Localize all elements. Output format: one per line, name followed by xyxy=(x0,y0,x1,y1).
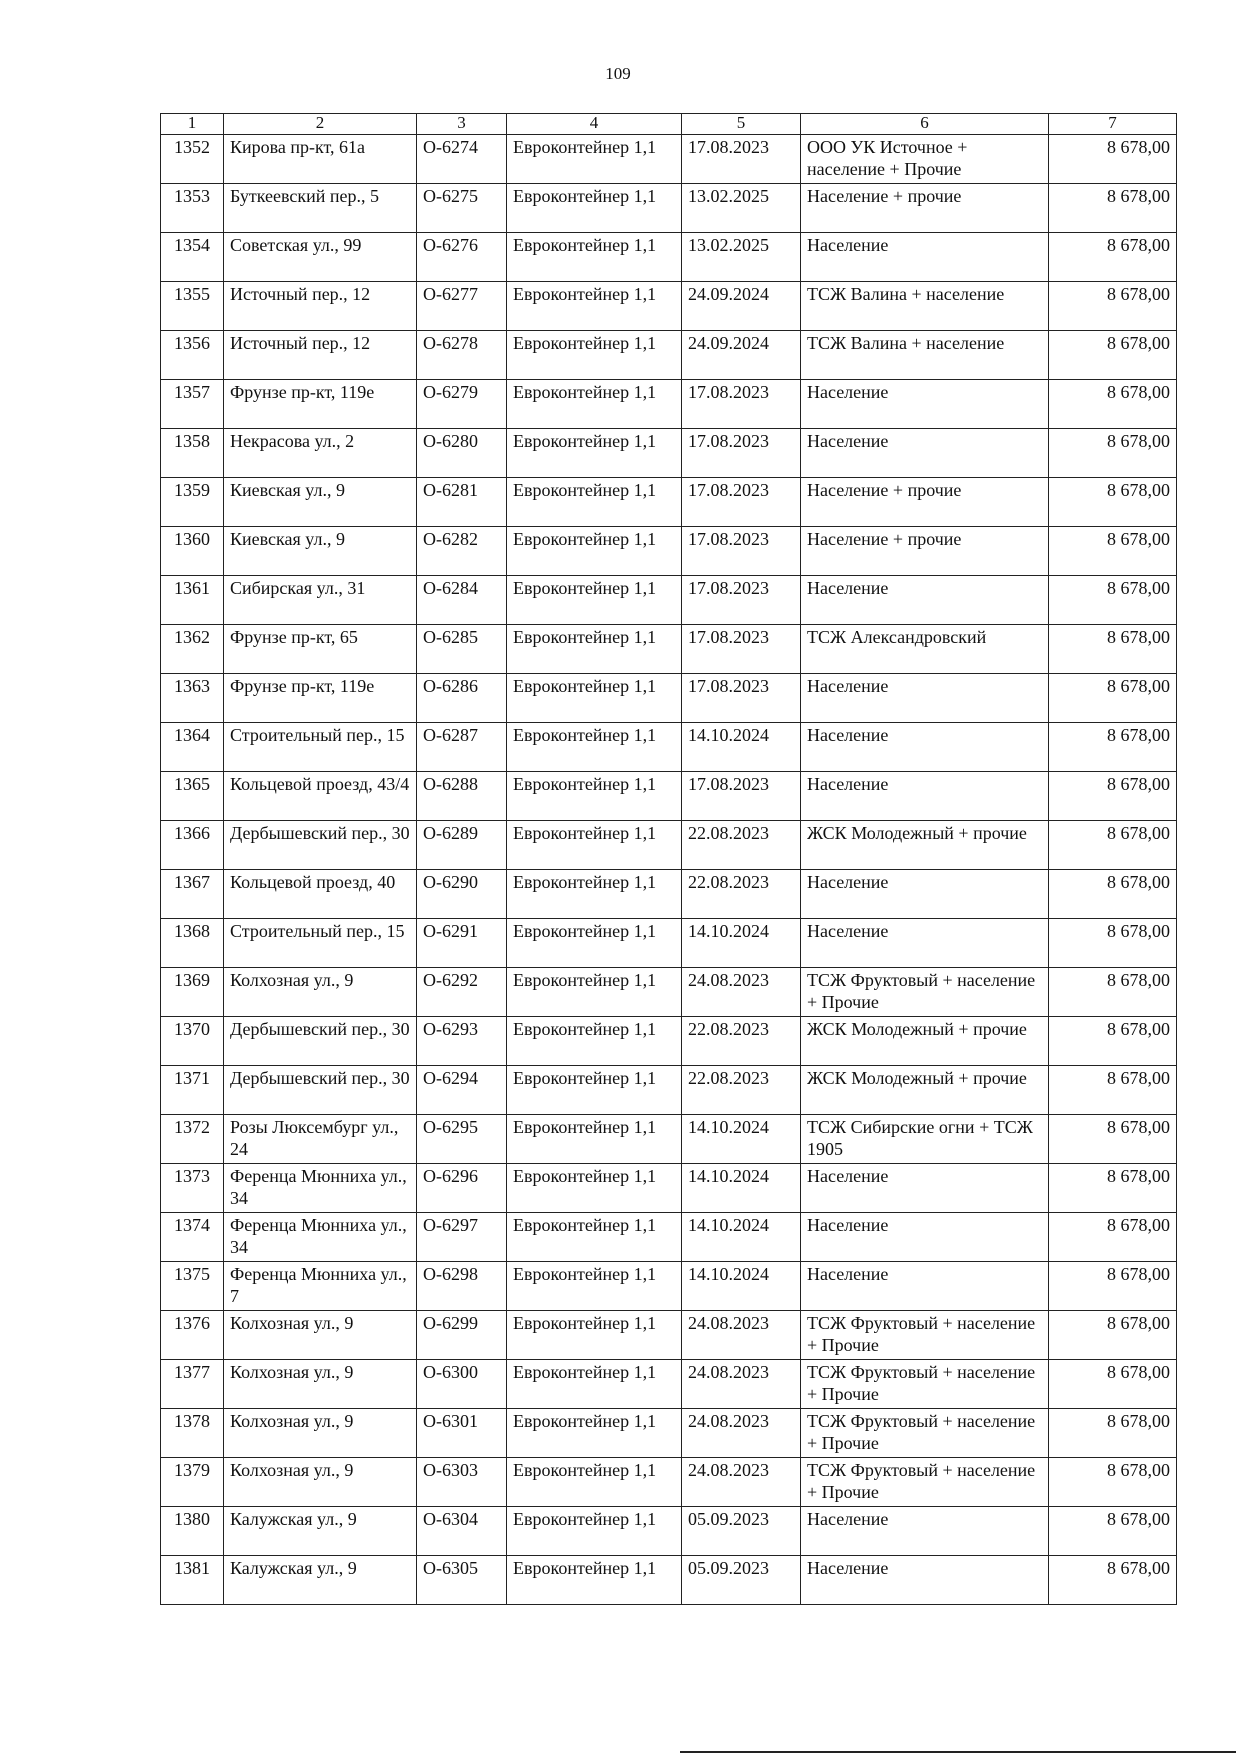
address-cell: Некрасова ул., 2 xyxy=(224,429,417,478)
amount-cell: 8 678,00 xyxy=(1049,674,1177,723)
address-cell: Колхозная ул., 9 xyxy=(224,1409,417,1458)
table-row xyxy=(161,1556,1177,1605)
owner-cell: Население xyxy=(801,870,1049,919)
table-row xyxy=(161,1066,1177,1115)
address-cell: Сибирская ул., 31 xyxy=(224,576,417,625)
container-type-cell: Евроконтейнер 1,1 xyxy=(507,1458,682,1507)
row-number-cell: 1370 xyxy=(161,1017,224,1066)
table-row xyxy=(161,772,1177,821)
container-type-cell: Евроконтейнер 1,1 xyxy=(507,429,682,478)
site-code-cell: О-6284 xyxy=(417,576,507,625)
amount-cell: 8 678,00 xyxy=(1049,1360,1177,1409)
owner-cell: Население xyxy=(801,723,1049,772)
amount-cell: 8 678,00 xyxy=(1049,1409,1177,1458)
address-cell: Колхозная ул., 9 xyxy=(224,968,417,1017)
container-type-cell: Евроконтейнер 1,1 xyxy=(507,772,682,821)
row-number-cell: 1356 xyxy=(161,331,224,380)
amount-cell: 8 678,00 xyxy=(1049,1262,1177,1311)
container-type-cell: Евроконтейнер 1,1 xyxy=(507,1262,682,1311)
site-code-cell: О-6301 xyxy=(417,1409,507,1458)
address-cell: Буткеевский пер., 5 xyxy=(224,184,417,233)
amount-cell: 8 678,00 xyxy=(1049,1458,1177,1507)
row-number-cell: 1368 xyxy=(161,919,224,968)
owner-cell: Население + прочие xyxy=(801,527,1049,576)
column-header: 3 xyxy=(417,114,507,135)
owner-cell: ТСЖ Александровский xyxy=(801,625,1049,674)
owner-cell: Население xyxy=(801,380,1049,429)
container-type-cell: Евроконтейнер 1,1 xyxy=(507,1017,682,1066)
address-cell: Калужская ул., 9 xyxy=(224,1556,417,1605)
date-cell: 05.09.2023 xyxy=(682,1556,801,1605)
container-type-cell: Евроконтейнер 1,1 xyxy=(507,233,682,282)
date-cell: 17.08.2023 xyxy=(682,135,801,184)
table-row xyxy=(161,1115,1177,1164)
page-number: 109 xyxy=(605,64,631,83)
address-cell: Калужская ул., 9 xyxy=(224,1507,417,1556)
container-type-cell: Евроконтейнер 1,1 xyxy=(507,1556,682,1605)
owner-cell: Население xyxy=(801,1262,1049,1311)
table-row xyxy=(161,184,1177,233)
container-type-cell: Евроконтейнер 1,1 xyxy=(507,1115,682,1164)
address-cell: Кольцевой проезд, 43/4 xyxy=(224,772,417,821)
amount-cell: 8 678,00 xyxy=(1049,478,1177,527)
container-type-cell: Евроконтейнер 1,1 xyxy=(507,1409,682,1458)
container-type-cell: Евроконтейнер 1,1 xyxy=(507,919,682,968)
address-cell: Дербышевский пер., 30 xyxy=(224,821,417,870)
owner-cell: ТСЖ Фруктовый + население + Прочие xyxy=(801,1458,1049,1507)
address-cell: Фрунзе пр-кт, 119е xyxy=(224,674,417,723)
table-row xyxy=(161,233,1177,282)
address-cell: Фрунзе пр-кт, 65 xyxy=(224,625,417,674)
address-cell: Ференца Мюнниха ул., 34 xyxy=(224,1213,417,1262)
container-type-cell: Евроконтейнер 1,1 xyxy=(507,1360,682,1409)
row-number-cell: 1366 xyxy=(161,821,224,870)
date-cell: 24.08.2023 xyxy=(682,1458,801,1507)
table-body xyxy=(161,135,1177,1605)
amount-cell: 8 678,00 xyxy=(1049,380,1177,429)
address-cell: Ференца Мюнниха ул., 34 xyxy=(224,1164,417,1213)
row-number-cell: 1380 xyxy=(161,1507,224,1556)
row-number-cell: 1378 xyxy=(161,1409,224,1458)
owner-cell: Население + прочие xyxy=(801,184,1049,233)
table-row xyxy=(161,429,1177,478)
owner-cell: ТСЖ Валина + население xyxy=(801,282,1049,331)
row-number-cell: 1369 xyxy=(161,968,224,1017)
site-code-cell: О-6293 xyxy=(417,1017,507,1066)
date-cell: 24.08.2023 xyxy=(682,1360,801,1409)
container-type-cell: Евроконтейнер 1,1 xyxy=(507,870,682,919)
table-row xyxy=(161,1458,1177,1507)
site-code-cell: О-6281 xyxy=(417,478,507,527)
owner-cell: Население xyxy=(801,1507,1049,1556)
amount-cell: 8 678,00 xyxy=(1049,429,1177,478)
table-row xyxy=(161,674,1177,723)
container-type-cell: Евроконтейнер 1,1 xyxy=(507,184,682,233)
date-cell: 13.02.2025 xyxy=(682,184,801,233)
row-number-cell: 1355 xyxy=(161,282,224,331)
row-number-cell: 1373 xyxy=(161,1164,224,1213)
site-code-cell: О-6274 xyxy=(417,135,507,184)
site-code-cell: О-6288 xyxy=(417,772,507,821)
address-cell: Строительный пер., 15 xyxy=(224,919,417,968)
container-type-cell: Евроконтейнер 1,1 xyxy=(507,674,682,723)
date-cell: 17.08.2023 xyxy=(682,625,801,674)
site-code-cell: О-6276 xyxy=(417,233,507,282)
address-cell: Дербышевский пер., 30 xyxy=(224,1066,417,1115)
address-cell: Колхозная ул., 9 xyxy=(224,1311,417,1360)
site-code-cell: О-6294 xyxy=(417,1066,507,1115)
date-cell: 24.09.2024 xyxy=(682,331,801,380)
site-code-cell: О-6278 xyxy=(417,331,507,380)
row-number-cell: 1372 xyxy=(161,1115,224,1164)
address-cell: Колхозная ул., 9 xyxy=(224,1458,417,1507)
address-cell: Розы Люксембург ул., 24 xyxy=(224,1115,417,1164)
amount-cell: 8 678,00 xyxy=(1049,1115,1177,1164)
row-number-cell: 1364 xyxy=(161,723,224,772)
column-header: 1 xyxy=(161,114,224,135)
container-type-cell: Евроконтейнер 1,1 xyxy=(507,1164,682,1213)
table-row xyxy=(161,919,1177,968)
amount-cell: 8 678,00 xyxy=(1049,282,1177,331)
amount-cell: 8 678,00 xyxy=(1049,1017,1177,1066)
row-number-cell: 1354 xyxy=(161,233,224,282)
owner-cell: Население xyxy=(801,429,1049,478)
address-cell: Источный пер., 12 xyxy=(224,282,417,331)
row-number-cell: 1374 xyxy=(161,1213,224,1262)
container-type-cell: Евроконтейнер 1,1 xyxy=(507,625,682,674)
row-number-cell: 1376 xyxy=(161,1311,224,1360)
table-row xyxy=(161,821,1177,870)
date-cell: 22.08.2023 xyxy=(682,870,801,919)
date-cell: 14.10.2024 xyxy=(682,1115,801,1164)
container-type-cell: Евроконтейнер 1,1 xyxy=(507,331,682,380)
address-cell: Киевская ул., 9 xyxy=(224,478,417,527)
row-number-cell: 1357 xyxy=(161,380,224,429)
owner-cell: ЖСК Молодежный + прочие xyxy=(801,821,1049,870)
table-row xyxy=(161,625,1177,674)
table-row xyxy=(161,1507,1177,1556)
amount-cell: 8 678,00 xyxy=(1049,1311,1177,1360)
container-type-cell: Евроконтейнер 1,1 xyxy=(507,527,682,576)
site-code-cell: О-6280 xyxy=(417,429,507,478)
column-header: 5 xyxy=(682,114,801,135)
container-type-cell: Евроконтейнер 1,1 xyxy=(507,282,682,331)
site-code-cell: О-6279 xyxy=(417,380,507,429)
date-cell: 14.10.2024 xyxy=(682,1213,801,1262)
container-type-cell: Евроконтейнер 1,1 xyxy=(507,821,682,870)
table-row xyxy=(161,527,1177,576)
date-cell: 24.08.2023 xyxy=(682,1311,801,1360)
table-row xyxy=(161,723,1177,772)
address-cell: Дербышевский пер., 30 xyxy=(224,1017,417,1066)
row-number-cell: 1363 xyxy=(161,674,224,723)
row-number-cell: 1375 xyxy=(161,1262,224,1311)
amount-cell: 8 678,00 xyxy=(1049,527,1177,576)
site-code-cell: О-6286 xyxy=(417,674,507,723)
amount-cell: 8 678,00 xyxy=(1049,135,1177,184)
date-cell: 17.08.2023 xyxy=(682,772,801,821)
site-code-cell: О-6297 xyxy=(417,1213,507,1262)
row-number-cell: 1381 xyxy=(161,1556,224,1605)
amount-cell: 8 678,00 xyxy=(1049,968,1177,1017)
table-row xyxy=(161,968,1177,1017)
row-number-cell: 1365 xyxy=(161,772,224,821)
table-row xyxy=(161,1213,1177,1262)
row-number-cell: 1359 xyxy=(161,478,224,527)
amount-cell: 8 678,00 xyxy=(1049,184,1177,233)
site-code-cell: О-6287 xyxy=(417,723,507,772)
owner-cell: Население xyxy=(801,1164,1049,1213)
site-code-cell: О-6303 xyxy=(417,1458,507,1507)
owner-cell: ТСЖ Фруктовый + население + Прочие xyxy=(801,1360,1049,1409)
date-cell: 13.02.2025 xyxy=(682,233,801,282)
address-cell: Советская ул., 99 xyxy=(224,233,417,282)
date-cell: 24.08.2023 xyxy=(682,1409,801,1458)
address-cell: Кирова пр-кт, 61а xyxy=(224,135,417,184)
row-number-cell: 1360 xyxy=(161,527,224,576)
date-cell: 05.09.2023 xyxy=(682,1507,801,1556)
address-cell: Ференца Мюнниха ул., 7 xyxy=(224,1262,417,1311)
table-row xyxy=(161,1164,1177,1213)
owner-cell: Население xyxy=(801,1556,1049,1605)
column-header: 7 xyxy=(1049,114,1177,135)
address-cell: Колхозная ул., 9 xyxy=(224,1360,417,1409)
date-cell: 14.10.2024 xyxy=(682,723,801,772)
owner-cell: ТСЖ Фруктовый + население + Прочие xyxy=(801,968,1049,1017)
table-row xyxy=(161,1262,1177,1311)
owner-cell: Население xyxy=(801,233,1049,282)
owner-cell: Население xyxy=(801,576,1049,625)
amount-cell: 8 678,00 xyxy=(1049,1164,1177,1213)
site-code-cell: О-6300 xyxy=(417,1360,507,1409)
site-code-cell: О-6285 xyxy=(417,625,507,674)
container-type-cell: Евроконтейнер 1,1 xyxy=(507,1311,682,1360)
address-cell: Источный пер., 12 xyxy=(224,331,417,380)
amount-cell: 8 678,00 xyxy=(1049,1213,1177,1262)
date-cell: 24.08.2023 xyxy=(682,968,801,1017)
amount-cell: 8 678,00 xyxy=(1049,1066,1177,1115)
owner-cell: ООО УК Источное + население + Прочие xyxy=(801,135,1049,184)
amount-cell: 8 678,00 xyxy=(1049,625,1177,674)
amount-cell: 8 678,00 xyxy=(1049,331,1177,380)
owner-cell: Население xyxy=(801,919,1049,968)
owner-cell: ТСЖ Фруктовый + население + Прочие xyxy=(801,1409,1049,1458)
site-code-cell: О-6277 xyxy=(417,282,507,331)
table-row xyxy=(161,135,1177,184)
container-type-cell: Евроконтейнер 1,1 xyxy=(507,380,682,429)
date-cell: 17.08.2023 xyxy=(682,380,801,429)
amount-cell: 8 678,00 xyxy=(1049,919,1177,968)
amount-cell: 8 678,00 xyxy=(1049,723,1177,772)
owner-cell: ЖСК Молодежный + прочие xyxy=(801,1066,1049,1115)
date-cell: 17.08.2023 xyxy=(682,429,801,478)
amount-cell: 8 678,00 xyxy=(1049,772,1177,821)
column-header: 4 xyxy=(507,114,682,135)
site-code-cell: О-6304 xyxy=(417,1507,507,1556)
site-code-cell: О-6292 xyxy=(417,968,507,1017)
container-type-cell: Евроконтейнер 1,1 xyxy=(507,968,682,1017)
owner-cell: ТСЖ Валина + население xyxy=(801,331,1049,380)
row-number-cell: 1377 xyxy=(161,1360,224,1409)
table-row xyxy=(161,1409,1177,1458)
date-cell: 22.08.2023 xyxy=(682,821,801,870)
header-row xyxy=(161,114,1177,135)
date-cell: 17.08.2023 xyxy=(682,674,801,723)
amount-cell: 8 678,00 xyxy=(1049,1507,1177,1556)
site-code-cell: О-6305 xyxy=(417,1556,507,1605)
date-cell: 17.08.2023 xyxy=(682,478,801,527)
amount-cell: 8 678,00 xyxy=(1049,233,1177,282)
site-code-cell: О-6299 xyxy=(417,1311,507,1360)
container-type-cell: Евроконтейнер 1,1 xyxy=(507,1066,682,1115)
date-cell: 22.08.2023 xyxy=(682,1066,801,1115)
table-row xyxy=(161,282,1177,331)
address-cell: Киевская ул., 9 xyxy=(224,527,417,576)
column-header: 6 xyxy=(801,114,1049,135)
container-type-cell: Евроконтейнер 1,1 xyxy=(507,723,682,772)
row-number-cell: 1358 xyxy=(161,429,224,478)
amount-cell: 8 678,00 xyxy=(1049,870,1177,919)
table-row xyxy=(161,478,1177,527)
address-cell: Кольцевой проезд, 40 xyxy=(224,870,417,919)
owner-cell: Население xyxy=(801,1213,1049,1262)
site-code-cell: О-6282 xyxy=(417,527,507,576)
row-number-cell: 1371 xyxy=(161,1066,224,1115)
address-cell: Фрунзе пр-кт, 119е xyxy=(224,380,417,429)
owner-cell: Население xyxy=(801,772,1049,821)
amount-cell: 8 678,00 xyxy=(1049,576,1177,625)
owner-cell: ЖСК Молодежный + прочие xyxy=(801,1017,1049,1066)
owner-cell: ТСЖ Сибирские огни + ТСЖ 1905 xyxy=(801,1115,1049,1164)
container-type-cell: Евроконтейнер 1,1 xyxy=(507,576,682,625)
owner-cell: Население xyxy=(801,674,1049,723)
site-code-cell: О-6296 xyxy=(417,1164,507,1213)
address-cell: Строительный пер., 15 xyxy=(224,723,417,772)
site-code-cell: О-6275 xyxy=(417,184,507,233)
row-number-cell: 1361 xyxy=(161,576,224,625)
date-cell: 24.09.2024 xyxy=(682,282,801,331)
amount-cell: 8 678,00 xyxy=(1049,1556,1177,1605)
table-row xyxy=(161,1360,1177,1409)
site-code-cell: О-6291 xyxy=(417,919,507,968)
date-cell: 22.08.2023 xyxy=(682,1017,801,1066)
date-cell: 14.10.2024 xyxy=(682,1262,801,1311)
container-type-cell: Евроконтейнер 1,1 xyxy=(507,1213,682,1262)
site-code-cell: О-6289 xyxy=(417,821,507,870)
date-cell: 14.10.2024 xyxy=(682,919,801,968)
owner-cell: Население + прочие xyxy=(801,478,1049,527)
amount-cell: 8 678,00 xyxy=(1049,821,1177,870)
table-row xyxy=(161,576,1177,625)
date-cell: 14.10.2024 xyxy=(682,1164,801,1213)
column-header: 2 xyxy=(224,114,417,135)
row-number-cell: 1379 xyxy=(161,1458,224,1507)
date-cell: 17.08.2023 xyxy=(682,576,801,625)
container-type-cell: Евроконтейнер 1,1 xyxy=(507,478,682,527)
registry-table xyxy=(160,113,1177,1605)
site-code-cell: О-6290 xyxy=(417,870,507,919)
table-row xyxy=(161,380,1177,429)
row-number-cell: 1367 xyxy=(161,870,224,919)
table-row xyxy=(161,1311,1177,1360)
table-row xyxy=(161,331,1177,380)
site-code-cell: О-6298 xyxy=(417,1262,507,1311)
row-number-cell: 1352 xyxy=(161,135,224,184)
row-number-cell: 1362 xyxy=(161,625,224,674)
container-type-cell: Евроконтейнер 1,1 xyxy=(507,135,682,184)
table-row xyxy=(161,870,1177,919)
date-cell: 17.08.2023 xyxy=(682,527,801,576)
table-row xyxy=(161,1017,1177,1066)
owner-cell: ТСЖ Фруктовый + население + Прочие xyxy=(801,1311,1049,1360)
row-number-cell: 1353 xyxy=(161,184,224,233)
site-code-cell: О-6295 xyxy=(417,1115,507,1164)
container-type-cell: Евроконтейнер 1,1 xyxy=(507,1507,682,1556)
footer-rule xyxy=(680,1751,1236,1753)
